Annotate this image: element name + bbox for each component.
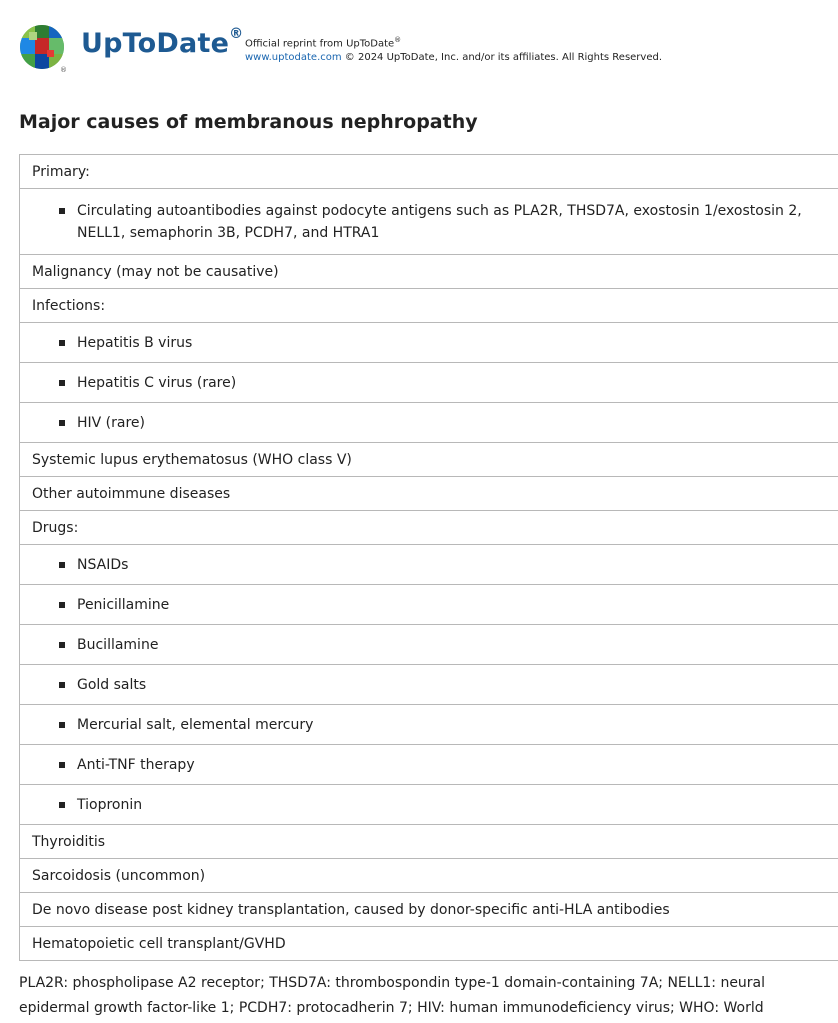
uptodate-logo-icon [19,24,69,74]
bullet-text: Hepatitis C virus (rare) [77,374,237,391]
table-cell [20,155,838,189]
table-cell [20,785,838,825]
bullet-item [32,412,826,434]
square-bullet-icon [59,420,65,426]
square-bullet-icon [59,562,65,568]
bullet-item [32,714,826,736]
table-subitem-row [20,705,838,745]
table-subitem-row [20,323,838,363]
table-subitem-row [20,363,838,403]
square-bullet-icon [59,802,65,808]
table-subitem-row [20,745,838,785]
table-subitem-row [20,403,838,443]
bullet-text: Anti-TNF therapy [77,756,195,773]
table-cell [20,545,838,585]
square-bullet-icon [59,208,65,214]
bullet-text: NSAIDs [77,556,129,573]
bullet-text: Gold salts [77,676,147,693]
table-cell [20,893,838,927]
square-bullet-icon [59,762,65,768]
table-subitem-row [20,545,838,585]
table-cell [20,255,838,289]
table-cell [20,443,838,477]
category-label: Infections: [32,297,106,314]
category-label: Thyroiditis [32,833,106,850]
bullet-text: HIV (rare) [77,414,146,431]
bullet-text: Bucillamine [77,636,159,653]
table-category-row [20,155,838,189]
category-label: Sarcoidosis (uncommon) [32,867,206,884]
table-cell [20,665,838,705]
bullet-item [32,332,826,354]
bullet-text: Mercurial salt, elemental mercury [77,716,314,733]
table-cell [20,289,838,323]
bullet-item [32,372,826,394]
bullet-item [32,594,826,616]
bullet-item [32,794,826,816]
table-subitem-row [20,189,838,255]
causes-table [19,154,838,961]
page-header [19,24,819,74]
square-bullet-icon [59,380,65,386]
table-cell [20,859,838,893]
table-subitem-row [20,785,838,825]
square-bullet-icon [59,340,65,346]
bullet-item [32,554,826,576]
table-cell [20,323,838,363]
table-category-row [20,893,838,927]
table-category-row [20,289,838,323]
page-title: Major causes of membranous nephropathy [19,111,478,133]
table-category-row [20,859,838,893]
table-subitem-row [20,585,838,625]
table-cell [20,363,838,403]
table-cell [20,477,838,511]
table-cell [20,825,838,859]
table-category-row [20,255,838,289]
table-subitem-row [20,665,838,705]
table-cell [20,625,838,665]
table-category-row [20,443,838,477]
bullet-item [32,674,826,696]
table-cell [20,189,838,255]
table-cell [20,403,838,443]
square-bullet-icon [59,682,65,688]
table-cell [20,927,838,961]
bullet-text: Tiopronin [77,796,143,813]
category-label: Malignancy (may not be causative) [32,263,279,280]
table-cell [20,585,838,625]
uptodate-link[interactable]: www.uptodate.com [245,52,342,64]
bullet-item [32,754,826,776]
square-bullet-icon [59,642,65,648]
category-label: De novo disease post kidney transplantation, caused by donor-specific anti-HLA antibodies [32,901,670,918]
square-bullet-icon [59,722,65,728]
square-bullet-icon [59,602,65,608]
table-category-row [20,511,838,545]
table-cell [20,705,838,745]
bullet-item [32,200,826,244]
footnote: PLA2R: phospholipase A2 receptor; THSD7A: thrombospondin type-1 domain-containing 7A; NELL1: neural epidermal growth factor-like 1; PCDH7: protocadherin 7; HIV: human immunodeficiency virus; WHO: World [19,975,766,1016]
table-category-row [20,477,838,511]
bullet-text: Penicillamine [77,596,170,613]
bullet-text: Hepatitis B virus [77,334,193,351]
category-label: Other autoimmune diseases [32,485,231,502]
reprint-notice: Official reprint from UpToDate® www.uptodate.com © 2024 UpToDate, Inc. and/or its affiliates. All Rights Reserved. [245,36,663,64]
table-cell [20,745,838,785]
svg-text:®: ® [60,66,67,74]
category-label: Systemic lupus erythematosus (WHO class V) [32,451,352,468]
category-label: Primary: [32,163,90,180]
table-category-row [20,825,838,859]
table-cell [20,511,838,545]
table-subitem-row [20,625,838,665]
table-category-row [20,927,838,961]
category-label: Hematopoietic cell transplant/GVHD [32,935,286,952]
brand-name: UpToDate® [81,26,244,59]
category-label: Drugs: [32,519,79,536]
bullet-item [32,634,826,656]
bullet-text: Circulating autoantibodies against podocyte antigens such as PLA2R, THSD7A, exostosin 1/exostosin 2, NELL1, semaphorin 3B, PCDH7, and HTRA1 [77,202,802,241]
